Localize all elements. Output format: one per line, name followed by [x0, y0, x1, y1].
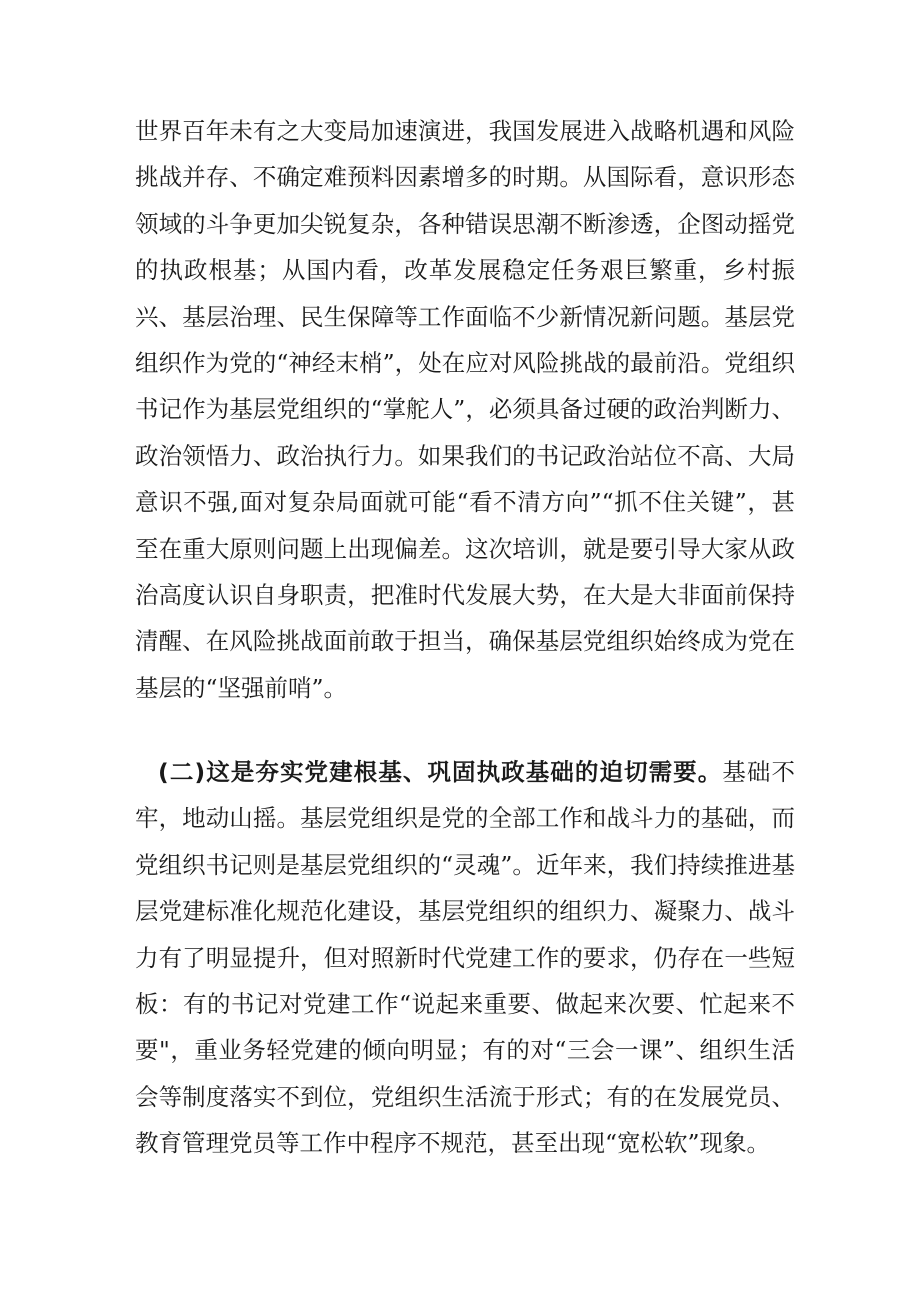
section-heading-2: (二)这是夯实党建根基、巩固执政基础的迫切需要。 — [158, 758, 723, 786]
body-paragraph-2-text: 基础不牢，地动山摇。基层党组织是党的全部工作和战斗力的基础，而党组织书记则是基层党组织的“灵魂”。近年来，我们持续推进基层党建标准化规范化建设，基层党组织的组织力、凝聚力、战斗力有了明显提升，但对照新时代党建工作的要求，仍存在一些短板：有的书记对党建工作“说起来重要、做起来次要、忙起来不要"，重业务轻党建的倾向明显；有的对“三会一课”、组织生活会等制度落实不到位，党组织生活流于形式；有的在发展党员、教育管理党员等工作中程序不规范，甚至出现“宽松软”现象。 — [135, 758, 795, 1158]
body-paragraph-2 — [135, 749, 795, 1167]
body-paragraph-1: 世界百年未有之大变局加速演进，我国发展进入战略机遇和风险挑战并存、不确定难预料因素增多的时期。从国际看，意识形态领域的斗争更加尖锐复杂，各种错误思潮不断渗透，企图动摇党的执政根基；从国内看，改革发展稳定任务艰巨繁重，乡村振兴、基层治理、民生保障等工作面临不少新情况新问题。基层党组织作为党的“神经末梢”，处在应对风险挑战的最前沿。党组织书记作为基层党组织的“掌舵人”，必须具备过硬的政治判断力、政治领悟力、政治执行力。如果我们的书记政治站位不高、大局意识不强,面对复杂局面就可能“看不清方向”“抓不住关键”，甚至在重大原则问题上出现偏差。这次培训，就是要引导大家从政治高度认识自身职责，把准时代发展大势，在大是大非面前保持清醒、在风险挑战面前敢于担当，确保基层党组织始终成为党在基层的“坚强前哨”。 — [135, 117, 795, 702]
